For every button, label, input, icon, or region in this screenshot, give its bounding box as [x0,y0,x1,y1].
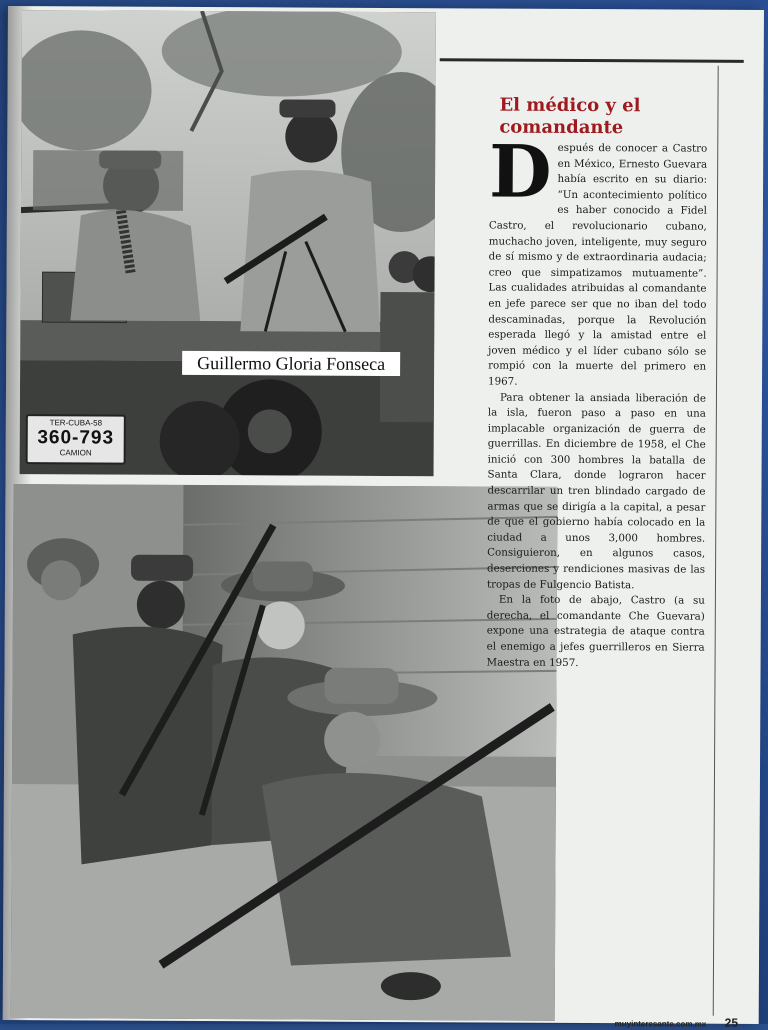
bottom-photo-illustration [11,484,558,1021]
top-photo-illustration [20,10,436,476]
article-headline: El médico y el comandante [499,94,641,139]
footer-url: muyinteresante.com.mx [614,1019,707,1029]
article-paragraph: En la foto de abajo, Castro (a su derecha, el comandante Che Guevara) expone una estrategia de ataque contra el enemigo a jefes guerrilleros en Sierra Maestra en 1957. [486,593,705,669]
bottom-photo [11,484,558,1021]
plate-top-text: TER-CUBA-58 [49,418,103,428]
paragraph-text: espués de conocer a Castro en México, Ernesto Guevara había escrito en su diario: “Un acontecimiento político es haber conocido a Fidel Castro, el revolucionario cubano, muchacho joven, inteligente, muy seguro de sí mismo y de extraordinaria audacia; creo que simpatizamos mutuamente”. Las cualidades atribuidas al comandante en jefe parece ser que no iban del todo descaminadas, porque la Revolución esperada llegó y la amistad entre el joven médico y el líder cubano sólo se rompió con la muerte del primero en 1967. [488,141,708,388]
magazine-page [3,6,764,1030]
top-photo [20,10,436,476]
photo-credit: Guillermo Gloria Fonseca [182,351,400,376]
top-rule [440,58,744,63]
article-body [486,128,708,672]
drop-cap: D [488,128,552,214]
plate-number: 360-793 [37,427,115,449]
article-paragraph: Para obtener la ansiada liberación de la isla, fueron paso a paso en una implacable organización de guerra de guerrillas. En diciembre de 1958, el Che inició con 300 hombres la batalla de Santa Clara, donde lograron hacer descarrilar un tren blindado cargado de armas que se dirigía a la capital, a pesar de que el gobierno había colocado en la ciudad a unos 3,000 hombres. Consiguieron, en algunos casos, deserciones y rendiciones masivas de las tropas de Fulgencio Batista. [486,391,706,591]
plate-bottom-text: CAMION [59,448,92,458]
column-rule [713,66,719,1016]
license-plate [26,414,126,465]
article-paragraph [488,128,708,392]
page-number: 25 [724,1015,739,1030]
